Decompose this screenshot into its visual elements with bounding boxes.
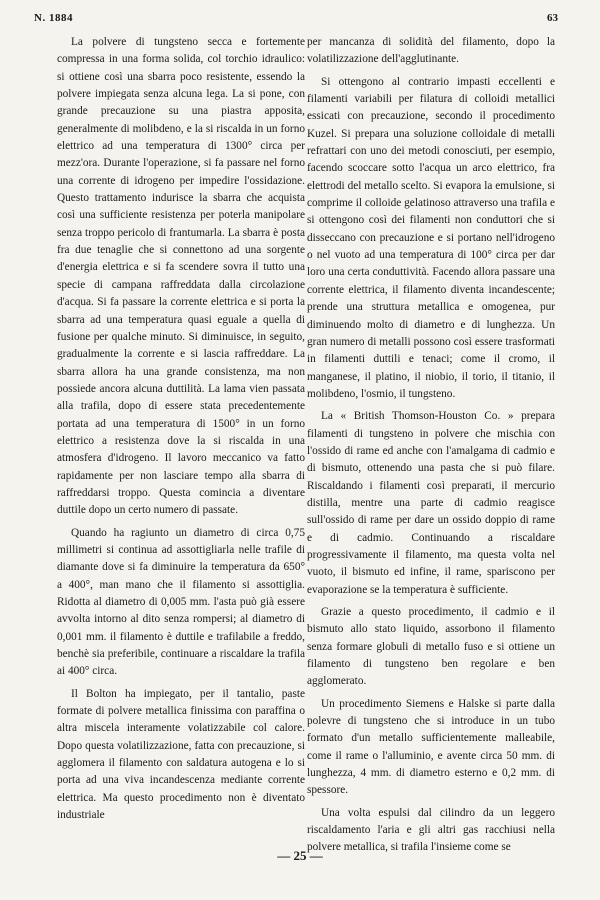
left-column	[57, 34, 305, 829]
paragraph: Grazie a questo procedimento, il cadmio e il bismuto allo stato liquido, assorbono il filamento senza formare globuli di metallo fuso e si ottiene un filamento di tungsteno ben regolare e ben agglomerato.	[307, 606, 555, 688]
paragraph: Un procedimento Siemens e Halske si parte dalla polevre di tungsteno che si introduce in un tubo formato d'un metallo sufficientemente malleabile, come il rame o l'alluminio, e avente circa 50 mm. di lunghezza, 4 mm. di diametro esterno e 0,2 mm. di spessore.	[307, 697, 555, 797]
issue-number: N. 1884	[34, 12, 73, 24]
paragraph: La polvere di tungsteno secca e fortemente compressa in una forma solida, col torchio idraulico: si ottiene così una sbarra poco resistente, essendo la polvere impiegata senza alcuna lega. La si pone, con grande precauzione su una piastra apposita, generalmente di molibdeno, e la si riscalda in un forno elettrico ad una temperatura di 1300° circa per mezz'ora. Durante l'operazione, si fa passare nel forno una corrente di idrogeno per impedire l'ossidazione. Questo trattamento indurisce la sbarra che acquista così una sufficiente resistenza per poterla manipolare senza troppo pericolo di frantumarla. La sbarra è posta fra due tenaglie che si connettono ad una sorgente d'energia elettrica e si fa scendere sovra il tutto una specie di campana raffreddata dalla circolazione d'acqua. Si fa passare la corrente elettrica e si porta la sbarra ad una temperatura quasi eguale a quella di fusione per qualche minuto. Si diminuisce, in seguito, gradualmente la corrente e si lascia raffreddare. La sbarra allora ha una grande consistenza, ma non possiede ancora alcuna duttilità. La lama vien passata alla trafila, dopo di essere stata precedentemente portata ad una temperatura di 1500° in un forno elettrico a resistenza dove la si riscalda in una atmosfera d'idrogeno. Il lavoro meccanico va fatto rapidamente per non lasciare tempo alla sbarra di raffreddarsi troppo. Questa comincia a diventare duttile dopo un certo numero di passate.	[57, 36, 305, 517]
paragraph: Una volta espulsi dal cilindro da un leggero riscaldamento l'aria e gli altri gas racchiusi nella polvere metallica, si trafila l'insieme come se	[307, 806, 555, 854]
paragraph: Si ottengono al contrario impasti eccellenti e filamenti variabili per filatura di colloidi metallici essicati con precauzione, secondo il procedimento Kuzel. Si prepara una soluzione colloidale di metalli refrattari con uno dei metodi conosciuti, per esempio, facendo scoccare sotto l'acqua un arco elettrico, fra elettrodi del metallo scelto. Si evapora la emulsione, si comprime il colloide gelatinoso attraverso una trafila e si ottengono così dei filamenti non conduttori che si disseccano con precauzione e si portano nell'idrogeno o nel vuoto ad una temperatura di 100° circa per dar loro una certa conduttività. Facendo allora passare una corrente elettrica, il filamento diventa incandescente; prende una struttura metallica e omogenea, pur diminuendo molto di diametro e di lunghezza. Un gran numero di metalli possono così essere trasformati in filamenti duttili e tenaci; come il cromo, il manganese, il platino, il niobio, il torio, il titanio, il molibdeno, l'osmio, il tungsteno.	[307, 75, 555, 400]
paragraph: Il Bolton ha impiegato, per il tantalio, paste formate di polvere metallica finissima con paraffina o altra miscela interamente volatizzabile col calore. Dopo questa volatilizzazione, fatta con precauzione, si agglomera il filamento con saldatura autogena e lo si porta ad una viva incandescenza mediante corrente elettrica. Ma questo procedimento non è diventato industriale	[57, 687, 305, 822]
paragraph: La « British Thomson-Houston Co. » prepara filamenti di tungsteno in polvere che mischia con l'ossido di rame ed anche con l'amalgama di cadmio e di bismuto, ottenendo una pasta che si può filare. Riscaldando i filamenti così preparati, il mercurio distilla, mentre una parte di cadmio reagisce sull'ossido di rame per dare un ossido doppio di rame e di cadmio. Continuando a riscaldare progressivamente il filamento, ma questa volta nel vuoto, il bismuto ed infine, il rame, spariscono per evaporazione se la temperatura è sufficiente.	[307, 410, 555, 596]
right-column	[307, 34, 555, 862]
page-number-top: 63	[547, 12, 558, 24]
page-number-footer: — 25 —	[277, 848, 323, 863]
paragraph: Quando ha ragiunto un diametro di circa 0,75 millimetri si continua ad assottigliarla nelle trafile di diamante dove si fa diminuire la temperatura da 650° a 400°, man mano che il filamento si assottiglia. Ridotta al diametro di 0,005 mm. l'asta può già essere avvolta intorno al dito senza rompersi; al diametro di 0,001 mm. il filamento è duttile e trafilabile a freddo, benchè sia preferibile, continuare a riscaldare la trafila ai 400° circa.	[57, 526, 305, 678]
paragraph-continued: per mancanza di solidità del filamento, dopo la volatilizzazione dell'agglutinante.	[307, 36, 555, 66]
